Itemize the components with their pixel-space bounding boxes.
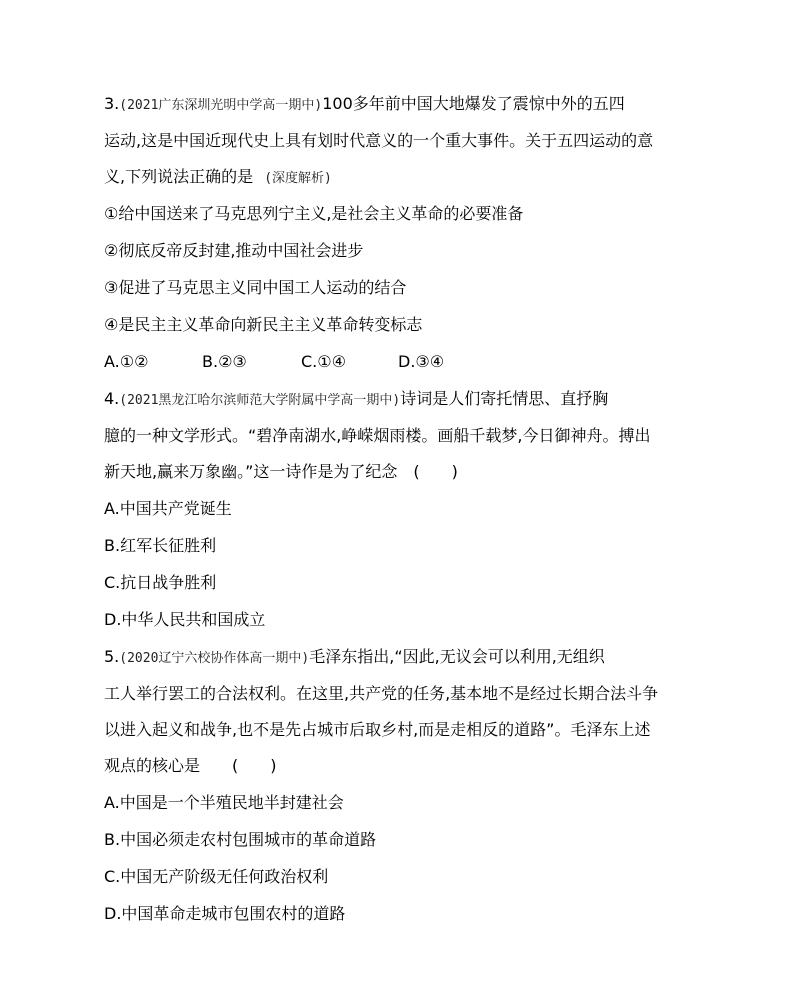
q3-stem-line-2: 运动,这是中国近现代史上具有划时代意义的一个重大事件。关于五四运动的意 bbox=[104, 131, 654, 150]
q5-stem-line-3: 以进入起义和战争,也不是先占城市后取乡村,而是走相反的道路”。毛泽东上述 bbox=[104, 720, 651, 739]
q5-option-d: D.中国革命走城市包围农村的道路 bbox=[104, 904, 346, 923]
q3-item-2: ②彻底反帝反封建,推动中国社会进步 bbox=[104, 241, 364, 260]
q4-option-a: A.中国共产党诞生 bbox=[104, 499, 232, 518]
q4-stem-line-2: 臆的一种文学形式。“碧净南湖水,峥嵘烟雨楼。画船千载梦,今日御神舟。搏出 bbox=[104, 426, 651, 445]
q5-stem-line-2: 工人举行罢工的合法权利。在这里,共产党的任务,基本地不是经过长期合法斗争 bbox=[104, 684, 659, 703]
q3-options bbox=[104, 352, 444, 372]
q4-option-d: D.中华人民共和国成立 bbox=[104, 610, 266, 629]
q4-stem-part-1: 诗词是人们寄托情思、直抒胸 bbox=[400, 389, 609, 408]
q4-number: 4. bbox=[104, 389, 120, 408]
q3-source: (2021广东深圳光明中学高一期中) bbox=[119, 98, 323, 113]
q5-option-b: B.中国必须走农村包围城市的革命道路 bbox=[104, 830, 377, 849]
q3-line-3 bbox=[104, 167, 332, 189]
q5-stem-part-1: 毛泽东指出,“因此,无议会可以利用,无组织 bbox=[309, 647, 605, 666]
q4-stem-line-3: 新天地,赢来万象幽。”这一诗作是为了纪念 ( ) bbox=[104, 462, 458, 481]
q3-stem-part-3: 义,下列说法正确的是 bbox=[104, 167, 254, 186]
q5-line-1 bbox=[104, 647, 605, 669]
q3-option-a: A.①② bbox=[104, 352, 149, 371]
q5-option-a: A.中国是一个半殖民地半封建社会 bbox=[104, 793, 344, 812]
q3-option-b: B.②③ bbox=[202, 352, 247, 371]
q5-option-c: C.中国无产阶级无任何政治权利 bbox=[104, 867, 329, 886]
q3-item-3: ③促进了马克思主义同中国工人运动的结合 bbox=[104, 278, 407, 297]
q3-option-d: D.③④ bbox=[398, 352, 445, 371]
q3-item-4: ④是民主主义革命向新民主主义革命转变标志 bbox=[104, 315, 423, 334]
q3-stem-part-1: 100多年前中国大地爆发了震惊中外的五四 bbox=[322, 94, 625, 113]
q3-item-1: ①给中国送来了马克思列宁主义,是社会主义革命的必要准备 bbox=[104, 204, 524, 223]
q5-number: 5. bbox=[104, 647, 120, 666]
q3-number: 3. bbox=[104, 94, 120, 113]
q5-source: (2020辽宁六校协作体高一期中) bbox=[119, 651, 310, 666]
q4-source: (2021黑龙江哈尔滨师范大学附属中学高一期中) bbox=[119, 393, 401, 408]
q3-analysis-tag: (深度解析) bbox=[264, 171, 332, 186]
q5-stem-line-4: 观点的核心是 ( ) bbox=[104, 756, 277, 775]
q4-option-c: C.抗日战争胜利 bbox=[104, 573, 217, 592]
q3-line-1 bbox=[104, 94, 625, 116]
q4-option-b: B.红军长征胜利 bbox=[104, 536, 217, 555]
q4-line-1 bbox=[104, 389, 608, 411]
q3-option-c: C.①④ bbox=[301, 352, 346, 371]
